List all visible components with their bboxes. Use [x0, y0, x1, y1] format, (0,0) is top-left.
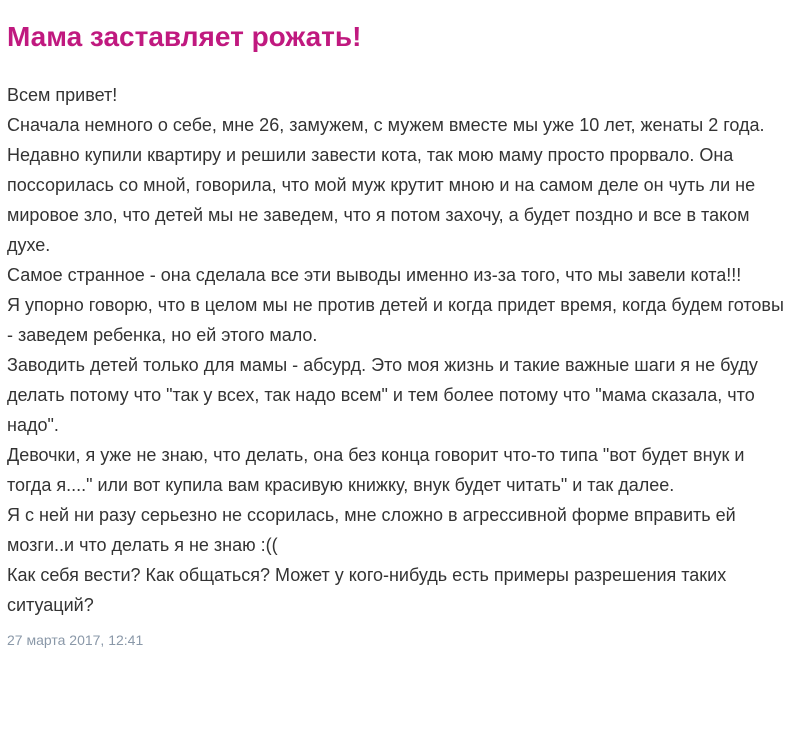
post-paragraph: Самое странное - она сделала все эти выводы именно из-за того, что мы завели кота!!!: [7, 265, 742, 285]
post-paragraph: Недавно купили квартиру и решили завести кота, так мою маму просто прорвало. Она поссорилась со мной, говорила, что мой муж крутит мною и на самом деле он чуть ли не мировое зло, что детей мы не заведем, что я потом захочу, а будет поздно и все в таком духе.: [7, 145, 756, 255]
post-date: 27 марта 2017, 12:41: [7, 632, 144, 648]
post-paragraph: Заводить детей только для мамы - абсурд. Это моя жизнь и такие важные шаги я не буду делать потому что "так у всех, так надо всем" и тем более потому что "мама сказала, что надо".: [7, 355, 758, 435]
post-paragraph: Как себя вести? Как общаться? Может у кого-нибудь есть примеры разрешения таких ситуаций?: [7, 565, 727, 615]
post-title: Мама заставляет рожать!: [7, 21, 362, 52]
post-container: [7, 0, 787, 650]
post-paragraph: Сначала немного о себе, мне 26, замужем, с мужем вместе мы уже 10 лет, женаты 2 года.: [7, 115, 765, 135]
post-paragraph: Я упорно говорю, что в целом мы не против детей и когда придет время, когда будем готовы - заведем ребенка, но ей этого мало.: [7, 295, 784, 345]
post-paragraph: Я с ней ни разу серьезно не ссорилась, мне сложно в агрессивной форме вправить ей мозги..и что делать я не знаю :((: [7, 505, 736, 555]
post-paragraph: Всем привет!: [7, 85, 118, 105]
post-body: [7, 80, 787, 620]
post-paragraph: Девочки, я уже не знаю, что делать, она без конца говорит что-то типа "вот будет внук и тогда я...." или вот купила вам красивую книжку, внук будет читать" и так далее.: [7, 445, 745, 495]
